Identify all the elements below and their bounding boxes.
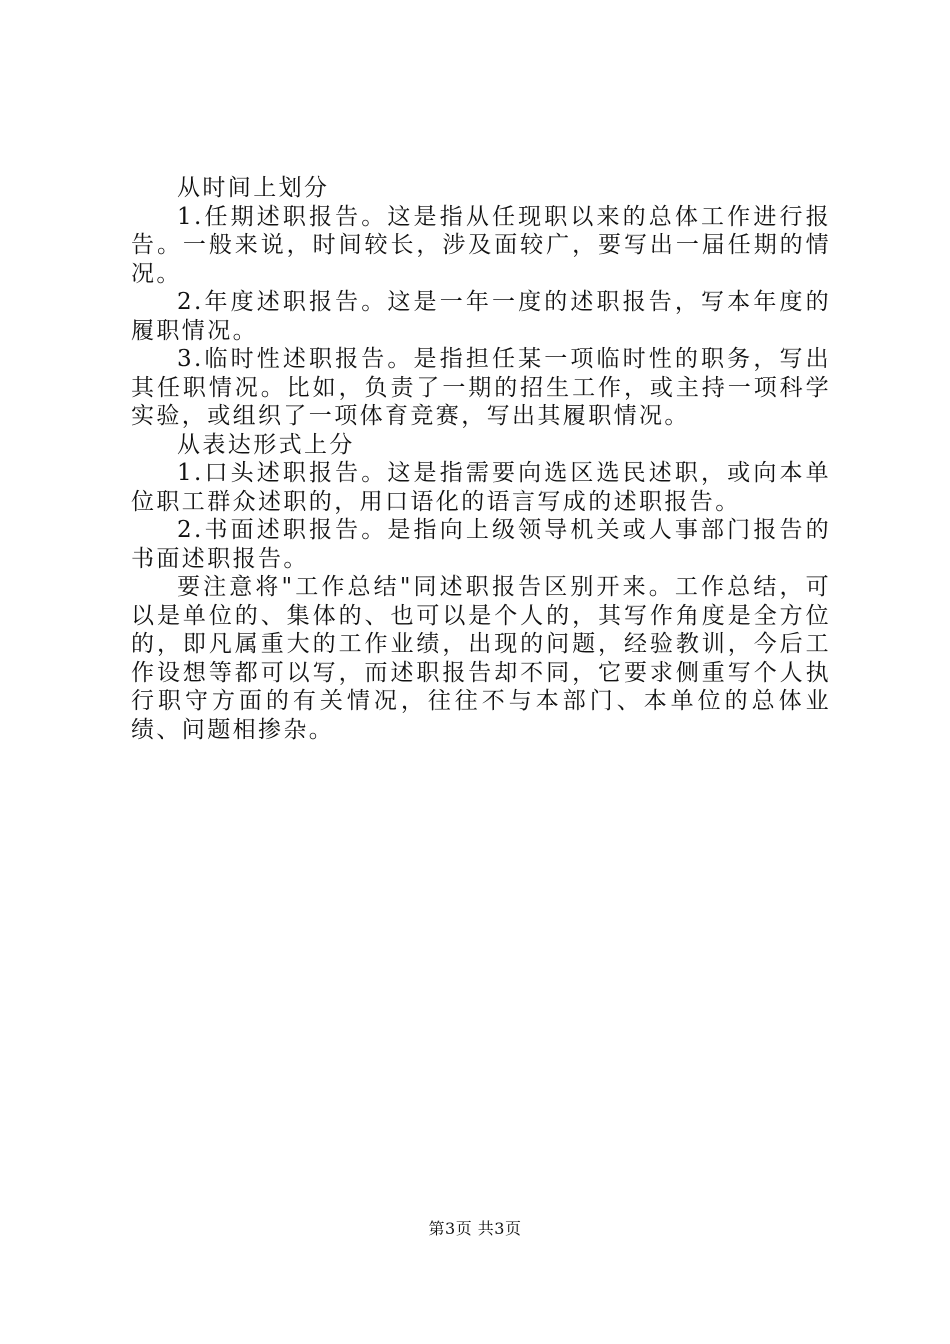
document-body <box>131 174 831 744</box>
paragraph-oral-report: 1.口头述职报告。这是指需要向选区选民述职，或向本单位职工群众述职的，用口语化的语言写成的述职报告。 <box>131 460 831 515</box>
page-footer: 第3页 共3页 <box>428 1219 522 1238</box>
section-heading-time: 从时间上划分 <box>177 175 330 201</box>
paragraph-term-report: 1.任期述职报告。这是指从任现职以来的总体工作进行报告。一般来说，时间较长，涉及面较广，要写出一届任期的情况。 <box>131 203 831 287</box>
paragraph-annual-report: 2.年度述职报告。这是一年一度的述职报告，写本年度的履职情况。 <box>131 289 831 344</box>
section-heading-form: 从表达形式上分 <box>177 431 355 458</box>
paragraph-written-report: 2.书面述职报告。是指向上级领导机关或人事部门报告的书面述职报告。 <box>131 517 831 572</box>
paragraph-distinction-note: 要注意将"工作总结"同述职报告区别开来。工作总结，可以是单位的、集体的、也可以是个人的，其写作角度是全方位的，即凡属重大的工作业绩，出现的问题，经验教训，今后工作设想等都可以写，而述职报告却不同，它要求侧重写个人执行职守方面的有关情况，往往不与本部门、本单位的总体业绩、问题相掺杂。 <box>131 574 831 743</box>
paragraph-temporary-report: 3.临时性述职报告。是指担任某一项临时性的职务，写出其任职情况。比如，负责了一期的招生工作，或主持一项科学实验，或组织了一项体育竞赛，写出其履职情况。 <box>131 346 831 429</box>
